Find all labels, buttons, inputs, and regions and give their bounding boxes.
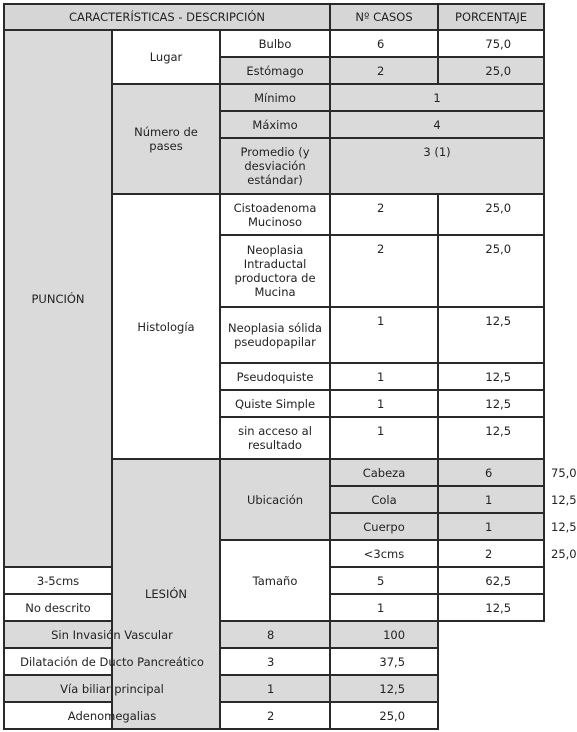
row-percent: 12,5 bbox=[438, 594, 544, 621]
row-cases: 1 bbox=[220, 675, 330, 702]
row-percent: 12,5 bbox=[438, 307, 544, 363]
row-item: Quiste Simple bbox=[220, 390, 330, 417]
row-cases: 2 bbox=[438, 540, 544, 567]
pases-label: Número de pases bbox=[112, 84, 220, 194]
row-percent: 100 bbox=[330, 621, 438, 648]
row-item: Neoplasia Intraductal productora de Mucina bbox=[220, 235, 330, 307]
row-item: 3-5cms bbox=[4, 567, 112, 594]
ubicacion-label: Ubicación bbox=[220, 459, 330, 540]
row-item: Cuerpo bbox=[330, 513, 438, 540]
header-cases: Nº CASOS bbox=[330, 4, 438, 30]
row-item: Cistoadenoma Mucinoso bbox=[220, 194, 330, 235]
row-cases: 1 bbox=[438, 486, 544, 513]
row-cases: 2 bbox=[330, 57, 438, 84]
row-item: Vía biliar principal bbox=[4, 675, 220, 702]
row-cases: 2 bbox=[220, 702, 330, 729]
row-item: Cabeza bbox=[330, 459, 438, 486]
row-percent: 25,0 bbox=[438, 57, 544, 84]
row-item: Promedio (y desviación estándar) bbox=[220, 138, 330, 194]
row-cases: 1 bbox=[330, 363, 438, 390]
row-cases: 1 bbox=[330, 307, 438, 363]
row-percent: 37,5 bbox=[330, 648, 438, 675]
row-cases: 2 bbox=[330, 194, 438, 235]
row-item: Cola bbox=[330, 486, 438, 513]
row-percent: 25,0 bbox=[438, 235, 544, 307]
results-table: CARACTERÍSTICAS - DESCRIPCIÓN Nº CASOS PORCENTAJE PUNCIÓN Lugar Bulbo 6 75,0 Estómago 2 25,0 Número de pases Mínimo 1 Máximo 4 Promedio (y desviación estándar) 3 (1) Histología Cistoadenoma Mucinoso 2 25,0 Neoplasia Intraductal productora de Mucina 2 25,0 Neoplasia sólida pseudopapilar 1 12,5 Pseudoquiste 1 12,5 Quiste Simple 1 12,5 sin acceso al resultado 1 12,5 LESIÓN Ubicación Cabeza 6 75,0 Cola 1 12,5 Cuerpo 1 12,5 Tamaño <3cms 2 25,0 3-5cms 5 62,5 No descrito 1 12,5 Sin Invasión Vascular 8 100 Dilatación de Ducto Pancreático 3 37,5 Vía biliar principal 1 12,5 Adenomegalias 2 25,0 bbox=[3, 3, 545, 730]
row-percent: 12,5 bbox=[330, 675, 438, 702]
row-cases: 1 bbox=[330, 594, 438, 621]
row-cases: 8 bbox=[220, 621, 330, 648]
row-cases: 3 bbox=[220, 648, 330, 675]
row-cases: 1 bbox=[438, 513, 544, 540]
tamano-label: Tamaño bbox=[220, 540, 330, 621]
row-item: Adenomegalias bbox=[4, 702, 220, 729]
row-item: Sin Invasión Vascular bbox=[4, 621, 220, 648]
header-percent: PORCENTAJE bbox=[438, 4, 544, 30]
row-cases: 6 bbox=[438, 459, 544, 486]
row-value: 4 bbox=[330, 111, 544, 138]
row-value: 3 (1) bbox=[330, 138, 544, 194]
row-item: Neoplasia sólida pseudopapilar bbox=[220, 307, 330, 363]
row-value: 1 bbox=[330, 84, 544, 111]
lugar-label: Lugar bbox=[112, 30, 220, 84]
row-cases: 5 bbox=[330, 567, 438, 594]
row-percent: 25,0 bbox=[330, 702, 438, 729]
row-percent: 25,0 bbox=[438, 194, 544, 235]
row-cases: 1 bbox=[330, 390, 438, 417]
row-item: Máximo bbox=[220, 111, 330, 138]
row-percent: 12,5 bbox=[438, 363, 544, 390]
row-cases: 2 bbox=[330, 235, 438, 307]
row-percent: 12,5 bbox=[438, 390, 544, 417]
row-item: Pseudoquiste bbox=[220, 363, 330, 390]
row-percent: 12,5 bbox=[438, 417, 544, 459]
row-item: Estómago bbox=[220, 57, 330, 84]
histologia-label: Histología bbox=[112, 194, 220, 459]
row-cases: 6 bbox=[330, 30, 438, 57]
row-percent: 62,5 bbox=[438, 567, 544, 594]
header-characteristics: CARACTERÍSTICAS - DESCRIPCIÓN bbox=[4, 4, 330, 30]
row-item: Bulbo bbox=[220, 30, 330, 57]
row-item: No descrito bbox=[4, 594, 112, 621]
row-percent: 75,0 bbox=[438, 30, 544, 57]
puncion-group-label: PUNCIÓN bbox=[4, 30, 112, 567]
row-item: Mínimo bbox=[220, 84, 330, 111]
lesion-group-label: LESIÓN bbox=[112, 459, 220, 729]
row-item: Dilatación de Ducto Pancreático bbox=[4, 648, 220, 675]
row-item: sin acceso al resultado bbox=[220, 417, 330, 459]
row-cases: 1 bbox=[330, 417, 438, 459]
row-item: <3cms bbox=[330, 540, 438, 567]
